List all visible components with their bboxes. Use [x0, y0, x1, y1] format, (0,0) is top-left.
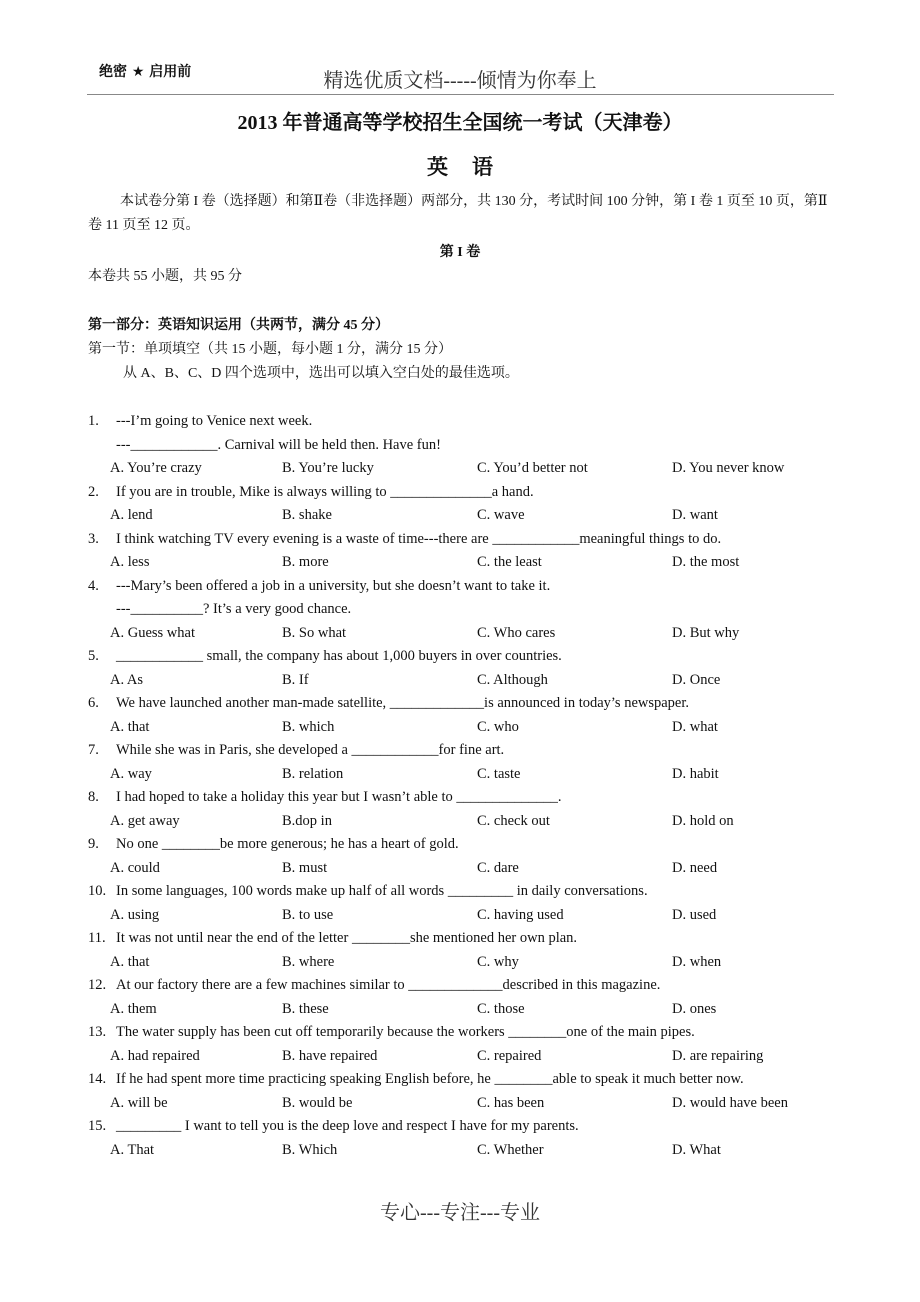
- option-a: A. had repaired: [110, 1047, 200, 1064]
- options-row: [88, 1139, 828, 1163]
- question-item: [88, 575, 828, 646]
- option-b: B. You’re lucky: [282, 460, 374, 476]
- options-row: [88, 551, 828, 575]
- option-d: D. the most: [672, 554, 740, 570]
- option-b: B. have repaired: [282, 1047, 378, 1064]
- option-d: D. But why: [672, 624, 740, 641]
- confidential-label: 绝密 ★ 启用前: [99, 64, 192, 80]
- question-text: In some languages, 100 words make up half of all words _________ in daily conversations.: [116, 883, 648, 899]
- option-c: C. You’d better not: [477, 460, 588, 476]
- option-d: D. ones: [672, 1000, 717, 1017]
- option-b: B. So what: [282, 624, 347, 641]
- option-b: B. these: [282, 1000, 329, 1017]
- option-d: D. Once: [672, 671, 721, 688]
- question-number: 3.: [88, 530, 99, 547]
- question-number: 6.: [88, 695, 99, 711]
- option-c: C. taste: [477, 765, 521, 782]
- option-b: B. shake: [282, 507, 332, 523]
- question-stem-continued: [88, 434, 828, 458]
- options-row: [88, 763, 828, 787]
- option-a: A. that: [110, 718, 150, 735]
- question-text: _________ I want to tell you is the deep love and respect I have for my parents.: [116, 1118, 579, 1134]
- question-item: [88, 927, 828, 974]
- question-text: If he had spent more time practicing speaking English before, he ________able to speak it much better now.: [116, 1071, 744, 1087]
- options-row: [88, 622, 828, 646]
- exam-intro: 本试卷分第 I 卷（选择题）和第Ⅱ卷（非选择题）两部分，共 130 分，考试时间 100 分钟，第 I 卷 1 页至 10 页，第Ⅱ卷 11 页至 12 页。: [88, 194, 828, 233]
- option-c: C. those: [477, 1000, 525, 1017]
- option-a: A. get away: [110, 812, 180, 829]
- question-item: [88, 645, 828, 692]
- question-stem: [88, 1021, 828, 1045]
- option-b: B. which: [282, 718, 335, 735]
- options-row: [88, 669, 828, 693]
- option-c: C. Whether: [477, 1141, 544, 1158]
- question-stem: [88, 645, 828, 669]
- question-stem: [88, 1115, 828, 1139]
- question-item: [88, 974, 828, 1021]
- question-item: [88, 410, 828, 481]
- question-text: ---__________? It’s a very good chance.: [116, 601, 352, 617]
- question-list: [88, 410, 828, 1162]
- option-a: A. them: [110, 1000, 157, 1017]
- question-number: 5.: [88, 648, 99, 664]
- question-item: [88, 692, 828, 739]
- question-stem: [88, 410, 828, 434]
- option-b: B. relation: [282, 765, 344, 782]
- question-text: ____________ small, the company has about 1,000 buyers in over countries.: [116, 648, 562, 664]
- option-d: D. need: [672, 859, 718, 876]
- option-c: C. check out: [477, 812, 550, 829]
- option-a: A. will be: [110, 1094, 168, 1111]
- question-stem: [88, 692, 828, 716]
- option-a: A. way: [110, 765, 152, 782]
- option-b: B. more: [282, 554, 329, 570]
- option-d: D. used: [672, 906, 717, 923]
- options-row: [88, 810, 828, 834]
- question-number: 15.: [88, 1118, 107, 1134]
- option-c: C. who: [477, 718, 519, 735]
- option-b: B.dop in: [282, 812, 332, 829]
- question-text: At our factory there are a few machines similar to _____________described in this magazine.: [116, 977, 661, 993]
- option-d: D. are repairing: [672, 1047, 764, 1064]
- volume-heading: 第 I 卷: [439, 245, 481, 260]
- question-item: [88, 528, 828, 575]
- question-item: [88, 739, 828, 786]
- question-number: 14.: [88, 1071, 107, 1087]
- question-item: [88, 833, 828, 880]
- question-stem: [88, 880, 828, 904]
- question-text: We have launched another man-made satellite, _____________is announced in today’s newspaper.: [116, 695, 690, 711]
- options-row: [88, 504, 828, 528]
- question-stem: [88, 833, 828, 857]
- option-c: C. the least: [477, 554, 542, 570]
- question-text: The water supply has been cut off temporarily because the workers ________one of the main pipes.: [116, 1024, 695, 1040]
- question-number: 12.: [88, 977, 107, 993]
- question-number: 1.: [88, 413, 99, 429]
- option-d: D. hold on: [672, 812, 734, 829]
- option-b: B. where: [282, 953, 335, 970]
- question-stem: [88, 927, 828, 951]
- option-b: B. must: [282, 859, 328, 876]
- option-a: A. could: [110, 859, 160, 876]
- question-item: [88, 1068, 828, 1115]
- option-d: D. when: [672, 953, 722, 970]
- option-a: A. That: [110, 1141, 155, 1158]
- option-c: C. repaired: [477, 1047, 542, 1064]
- question-item: [88, 880, 828, 927]
- question-text: ---____________. Carnival will be held then. Have fun!: [116, 436, 441, 453]
- question-stem-continued: [88, 598, 828, 622]
- options-row: [88, 1045, 828, 1069]
- option-a: A. less: [110, 554, 150, 570]
- option-b: B. Which: [282, 1141, 338, 1158]
- option-d: D. What: [672, 1141, 721, 1158]
- question-text: If you are in trouble, Mike is always willing to ______________a hand.: [116, 483, 534, 500]
- option-b: B. would be: [282, 1094, 353, 1111]
- options-row: [88, 857, 828, 881]
- option-c: C. Although: [477, 671, 548, 688]
- option-d: D. what: [672, 718, 718, 735]
- question-item: [88, 1115, 828, 1162]
- question-text: I think watching TV every evening is a waste of time---there are ____________meaningful things to do.: [116, 530, 722, 547]
- question-number: 11.: [88, 930, 106, 946]
- question-stem: [88, 739, 828, 763]
- question-number: 8.: [88, 789, 99, 805]
- option-d: D. You never know: [672, 460, 785, 476]
- question-stem: [88, 1068, 828, 1092]
- question-number: 10.: [88, 883, 107, 899]
- options-row: [88, 998, 828, 1022]
- question-text: No one ________be more generous; he has a heart of gold.: [116, 836, 459, 852]
- question-stem: [88, 974, 828, 998]
- section-instruction: 从 A、B、C、D 四个选项中，选出可以填入空白处的最佳选项。: [123, 366, 519, 381]
- option-a: A. that: [110, 953, 150, 970]
- header-divider: [87, 94, 834, 95]
- section-heading: 第一节：单项填空（共 15 小题，每小题 1 分，满分 15 分）: [88, 342, 452, 357]
- option-d: D. habit: [672, 765, 719, 782]
- question-stem: [88, 528, 828, 552]
- question-item: [88, 481, 828, 528]
- question-text: ---Mary’s been offered a job in a university, but she doesn’t want to take it.: [116, 577, 551, 594]
- exam-title: 2013 年普通高等学校招生全国统一考试（天津卷）: [237, 112, 683, 134]
- options-row: [88, 457, 828, 481]
- exam-subject: 英语: [427, 155, 517, 179]
- question-item: [88, 786, 828, 833]
- option-c: C. why: [477, 953, 519, 970]
- question-stem: [88, 575, 828, 599]
- option-a: A. Guess what: [110, 624, 195, 641]
- question-number: 9.: [88, 836, 99, 852]
- option-d: D. want: [672, 507, 718, 523]
- options-row: [88, 716, 828, 740]
- options-row: [88, 1092, 828, 1116]
- question-stem: [88, 481, 828, 505]
- footer-watermark: 专心---专注---专业: [380, 1202, 540, 1224]
- option-c: C. dare: [477, 859, 519, 876]
- question-number: 7.: [88, 742, 99, 758]
- question-item: [88, 1021, 828, 1068]
- option-a: A. lend: [110, 507, 153, 523]
- part-heading: 第一部分：英语知识运用（共两节，满分 45 分）: [88, 318, 389, 333]
- question-text: ---I’m going to Venice next week.: [116, 413, 313, 429]
- question-stem: [88, 786, 828, 810]
- option-b: B. to use: [282, 906, 334, 923]
- option-c: C. Who cares: [477, 624, 556, 641]
- question-number: 2.: [88, 483, 99, 500]
- question-text: I had hoped to take a holiday this year but I wasn’t able to ______________.: [116, 789, 562, 805]
- option-c: C. has been: [477, 1094, 545, 1111]
- watermark-header: 精选优质文档-----倾情为你奉上: [323, 70, 597, 92]
- option-a: A. As: [110, 671, 144, 688]
- options-row: [88, 951, 828, 975]
- volume-description: 本卷共 55 小题，共 95 分: [88, 269, 242, 284]
- option-b: B. If: [282, 671, 309, 688]
- option-d: D. would have been: [672, 1094, 788, 1111]
- question-number: 4.: [88, 577, 99, 594]
- option-c: C. having used: [477, 906, 564, 923]
- question-text: While she was in Paris, she developed a ____________for fine art.: [116, 742, 505, 758]
- option-a: A. You’re crazy: [110, 460, 202, 476]
- option-c: C. wave: [477, 507, 525, 523]
- options-row: [88, 904, 828, 928]
- question-text: It was not until near the end of the letter ________she mentioned her own plan.: [116, 930, 578, 946]
- question-number: 13.: [88, 1024, 107, 1040]
- option-a: A. using: [110, 906, 160, 923]
